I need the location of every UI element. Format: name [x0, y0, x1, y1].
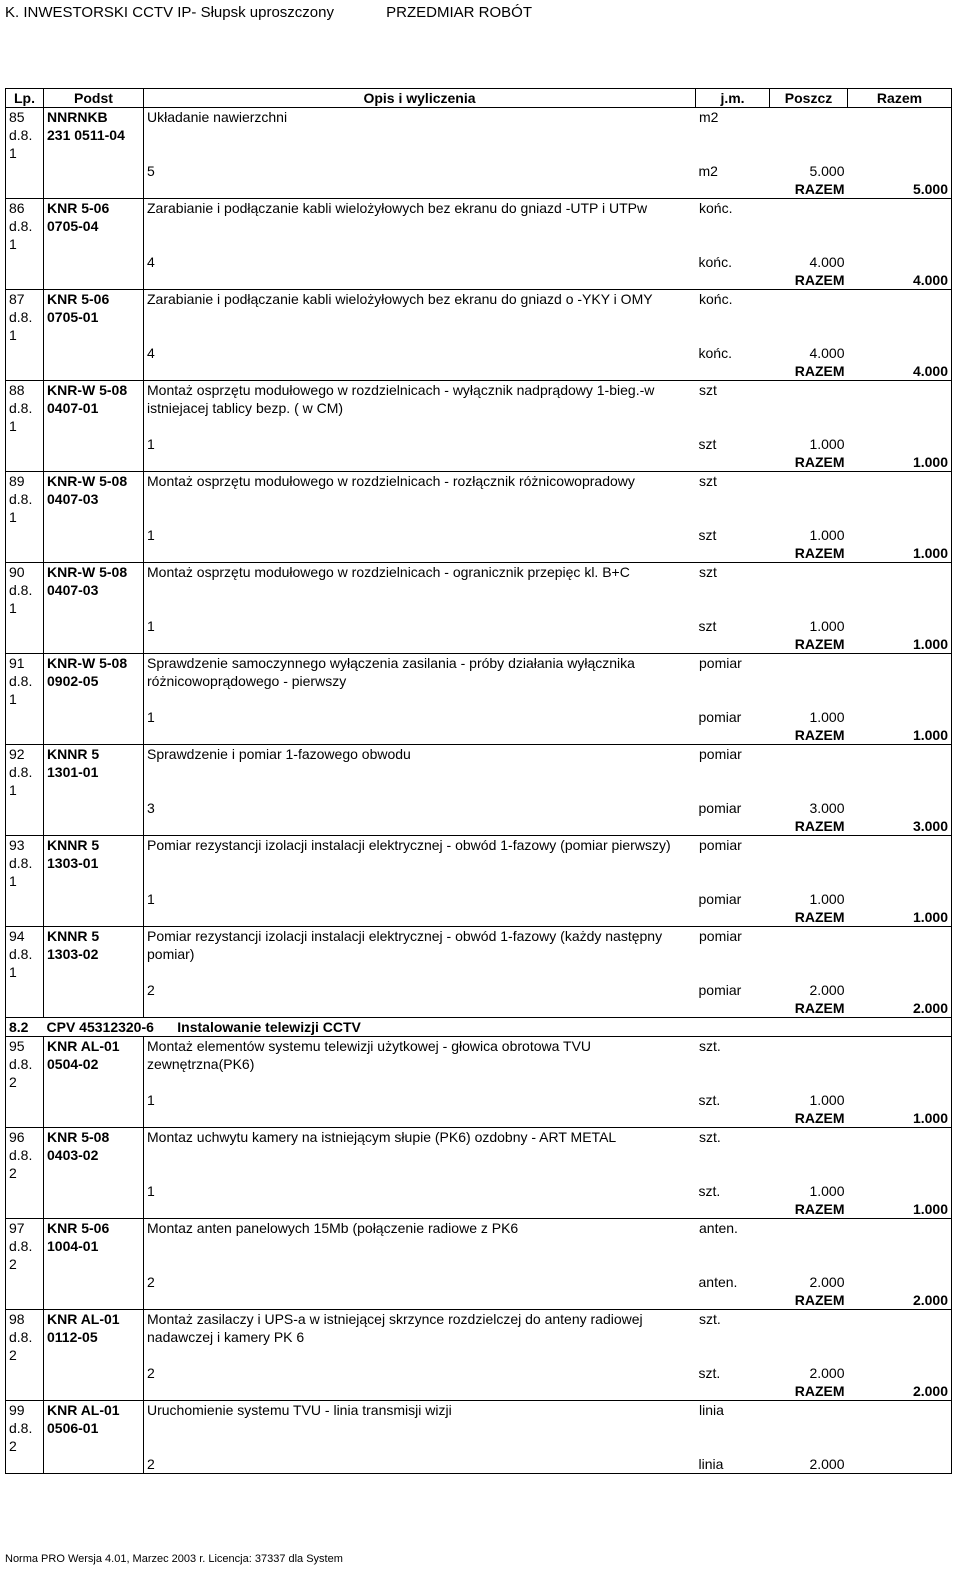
calc-quantity: 2: [144, 1455, 696, 1474]
item-description: Montaż zasilaczy i UPS-a w istniejącej skrzynce rozdzielczej do anteny radiowej nadawczej i kamery PK 6 szt.: [144, 1310, 770, 1365]
calc-poszcz: 5.000: [809, 163, 845, 179]
calc-unit: końc.: [698, 254, 732, 270]
item-description: Montaz uchwytu kamery na istniejącym słupie (PK6) ozdobny - ART METAL szt.: [144, 1128, 770, 1183]
item-unit: szt: [699, 473, 717, 489]
calc-quantity: 2: [144, 1364, 696, 1382]
calc-row: [6, 344, 952, 362]
calc-quantity: 4: [144, 344, 696, 362]
sum-row: [6, 726, 952, 745]
item-base: KNR-W 5-08 0902-05: [44, 654, 144, 709]
item-lp: 86 d.8. 1: [6, 199, 44, 254]
item-unit: pomiar: [699, 746, 742, 762]
sum-value: 1.000: [848, 1200, 952, 1219]
calc-quantity: 5: [144, 162, 696, 180]
calc-unit: szt.: [698, 1365, 721, 1381]
section-number: 8.2: [6, 1018, 44, 1037]
calc-poszcz: 2.000: [809, 982, 845, 998]
item-description: Uruchomienie systemu TVU - linia transmisji wizji linia: [144, 1401, 770, 1456]
sum-row: [6, 1200, 952, 1219]
sum-value: 4.000: [848, 271, 952, 290]
sum-label: RAZEM: [794, 1201, 845, 1217]
sum-row: [6, 544, 952, 563]
sum-label: RAZEM: [794, 545, 845, 561]
item-lp: 91 d.8. 1: [6, 654, 44, 709]
item-lp: 97 d.8. 2: [6, 1219, 44, 1274]
sum-value: 4.000: [848, 362, 952, 381]
table-row: [6, 199, 952, 254]
sum-label: RAZEM: [794, 272, 845, 288]
item-unit: m2: [699, 109, 719, 125]
item-description: Montaż elementów systemu telewizji użytkowej - głowica obrotowa TVU zewnętrzna(PK6) szt.: [144, 1037, 770, 1092]
calc-poszcz: 1.000: [809, 891, 845, 907]
item-lp: 88 d.8. 1: [6, 381, 44, 436]
item-description: Sprawdzenie i pomiar 1-fazowego obwodu pomiar: [144, 745, 770, 800]
calc-row: [6, 1091, 952, 1109]
header-title: K. INWESTORSKI CCTV IP- Słupsk uproszczony: [5, 4, 334, 21]
calc-quantity: 1: [144, 526, 696, 544]
calc-poszcz: 4.000: [809, 345, 845, 361]
sum-label: RAZEM: [794, 1383, 845, 1399]
calc-poszcz: 1.000: [809, 1092, 845, 1108]
sum-value: 1.000: [848, 453, 952, 472]
calc-unit: szt: [698, 436, 717, 452]
item-unit: szt.: [699, 1129, 721, 1145]
item-base: KNR 5-08 0403-02: [44, 1128, 144, 1183]
calc-row: [6, 1455, 952, 1474]
sum-label: RAZEM: [794, 1110, 845, 1126]
item-base: KNR 5-06 1004-01: [44, 1219, 144, 1274]
table-row: [6, 1310, 952, 1365]
item-base: KNR-W 5-08 0407-03: [44, 563, 144, 618]
footer-license: Norma PRO Wersja 4.01, Marzec 2003 r. Licencja: 37337 dla System: [5, 1553, 343, 1565]
sum-row: [6, 635, 952, 654]
calc-row: [6, 162, 952, 180]
item-base: KNR-W 5-08 0407-01: [44, 381, 144, 436]
page-header: [5, 4, 580, 21]
item-lp: 87 d.8. 1: [6, 290, 44, 345]
sum-row: [6, 180, 952, 199]
sum-value: 3.000: [848, 817, 952, 836]
calc-poszcz: 1.000: [809, 618, 845, 634]
item-base: KNR-W 5-08 0407-03: [44, 472, 144, 527]
item-unit: końc.: [699, 291, 733, 307]
calc-quantity: 1: [144, 890, 696, 908]
calc-row: [6, 1182, 952, 1200]
table-row: [6, 472, 952, 527]
col-jm: j.m.: [696, 89, 770, 108]
calc-poszcz: 2.000: [809, 1365, 845, 1381]
calc-row: [6, 981, 952, 999]
calc-row: [6, 435, 952, 453]
sum-value: 5.000: [848, 180, 952, 199]
section-heading: [44, 1018, 696, 1037]
table-row: [6, 1401, 952, 1456]
item-base: NNRNKB 231 0511-04: [44, 108, 144, 163]
calc-quantity: 1: [144, 1182, 696, 1200]
calc-poszcz: 1.000: [809, 1183, 845, 1199]
item-base: KNNR 5 1303-01: [44, 836, 144, 891]
calc-unit: pomiar: [698, 891, 742, 907]
calc-unit: szt: [698, 527, 717, 543]
calc-poszcz: 1.000: [809, 436, 845, 452]
calc-quantity: 1: [144, 435, 696, 453]
item-description: Montaż osprzętu modułowego w rozdzielnicach - wyłącznik nadprądowy 1-bieg.-w istniejacej tablicy bezp. ( w CM) szt: [144, 381, 770, 436]
sum-value: 1.000: [848, 544, 952, 563]
table-row: [6, 108, 952, 163]
col-opis: Opis i wyliczenia: [144, 89, 696, 108]
calc-quantity: 4: [144, 253, 696, 271]
col-lp: Lp.: [6, 89, 44, 108]
calc-poszcz: 3.000: [809, 800, 845, 816]
item-lp: 98 d.8. 2: [6, 1310, 44, 1365]
item-unit: końc.: [699, 200, 733, 216]
table-row: [6, 381, 952, 436]
item-lp: 99 d.8. 2: [6, 1401, 44, 1456]
sum-value: 1.000: [848, 1109, 952, 1128]
calc-row: [6, 1364, 952, 1382]
sum-row: [6, 362, 952, 381]
item-unit: szt: [699, 382, 717, 398]
calc-unit: pomiar: [698, 982, 742, 998]
section-row: [6, 1018, 952, 1037]
sum-label: RAZEM: [794, 636, 845, 652]
sum-row: [6, 817, 952, 836]
col-poszcz: Poszcz: [770, 89, 848, 108]
sum-row: [6, 908, 952, 927]
item-unit: pomiar: [699, 837, 742, 853]
item-lp: 90 d.8. 1: [6, 563, 44, 618]
sum-value: 1.000: [848, 908, 952, 927]
table-row: [6, 290, 952, 345]
table-row: [6, 563, 952, 618]
table-header-row: [6, 89, 952, 108]
calc-unit: linia: [696, 1455, 770, 1474]
sum-label: RAZEM: [794, 1292, 845, 1308]
item-lp: 89 d.8. 1: [6, 472, 44, 527]
item-description: Pomiar rezystancji izolacji instalacji elektrycznej - obwód 1-fazowy (każdy następny pomiar) pomiar: [144, 927, 770, 982]
calc-unit: pomiar: [698, 709, 742, 725]
sum-label: RAZEM: [794, 818, 845, 834]
sum-label: RAZEM: [794, 181, 845, 197]
item-base: KNR 5-06 0705-04: [44, 199, 144, 254]
sum-label: RAZEM: [794, 909, 845, 925]
table-row: [6, 927, 952, 982]
sum-row: [6, 453, 952, 472]
item-lp: 96 d.8. 2: [6, 1128, 44, 1183]
sum-label: RAZEM: [794, 727, 845, 743]
item-description: Pomiar rezystancji izolacji instalacji elektrycznej - obwód 1-fazowy (pomiar pierwszy) pomiar: [144, 836, 770, 891]
item-lp: 95 d.8. 2: [6, 1037, 44, 1092]
sum-row: [6, 1291, 952, 1310]
item-lp: 92 d.8. 1: [6, 745, 44, 800]
item-base: KNR AL-01 0506-01: [44, 1401, 144, 1456]
item-description: Montaz anten panelowych 15Mb (połączenie radiowe z PK6 anten.: [144, 1219, 770, 1274]
sum-label: RAZEM: [794, 1000, 845, 1016]
sum-row: [6, 1382, 952, 1401]
section-code: CPV 45312320-6: [46, 1019, 154, 1035]
item-description: Montaż osprzętu modułowego w rozdzielnicach - rozłącznik różnicowopradowy szt: [144, 472, 770, 527]
table-row: [6, 1128, 952, 1183]
item-base: KNR AL-01 0112-05: [44, 1310, 144, 1365]
item-base: KNNR 5 1301-01: [44, 745, 144, 800]
calc-unit: pomiar: [698, 800, 742, 816]
sum-label: RAZEM: [794, 363, 845, 379]
item-unit: szt: [699, 564, 717, 580]
item-unit: pomiar: [699, 655, 742, 671]
sum-row: [6, 1109, 952, 1128]
calc-unit: szt.: [698, 1183, 721, 1199]
calc-quantity: 1: [144, 708, 696, 726]
col-podst: Podst: [44, 89, 144, 108]
item-unit: szt.: [699, 1311, 721, 1327]
item-lp: 94 d.8. 1: [6, 927, 44, 982]
sum-value: 2.000: [848, 1291, 952, 1310]
calc-row: [6, 708, 952, 726]
calc-unit: końc.: [698, 345, 732, 361]
calc-unit: szt: [698, 618, 717, 634]
calc-quantity: 2: [144, 981, 696, 999]
item-unit: linia: [699, 1402, 724, 1418]
sum-value: 1.000: [848, 726, 952, 745]
calc-quantity: 1: [144, 617, 696, 635]
cost-estimate-table: [5, 88, 952, 1474]
header-doc-type: PRZEDMIAR ROBÓT: [386, 4, 532, 21]
calc-poszcz: 2.000: [809, 1274, 845, 1290]
calc-row: [6, 890, 952, 908]
item-description: Zarabianie i podłączanie kabli wielożyłowych bez ekranu do gniazd -UTP i UTPw końc.: [144, 199, 770, 254]
calc-row: [6, 253, 952, 271]
calc-quantity: 1: [144, 1091, 696, 1109]
item-unit: szt.: [699, 1038, 721, 1054]
col-razem: Razem: [848, 89, 952, 108]
calc-row: [6, 617, 952, 635]
item-description: Układanie nawierzchni m2: [144, 108, 770, 163]
item-unit: pomiar: [699, 928, 742, 944]
sum-row: [6, 271, 952, 290]
calc-row: [6, 1273, 952, 1291]
table-row: [6, 1037, 952, 1092]
calc-row: [6, 799, 952, 817]
item-description: Zarabianie i podłączanie kabli wielożyłowych bez ekranu do gniazd o -YKY i OMY końc.: [144, 290, 770, 345]
item-lp: 85 d.8. 1: [6, 108, 44, 163]
section-title: Instalowanie telewizji CCTV: [177, 1019, 361, 1035]
calc-unit: szt.: [698, 1092, 721, 1108]
calc-poszcz: 1.000: [809, 527, 845, 543]
item-lp: 93 d.8. 1: [6, 836, 44, 891]
calc-quantity: 2: [144, 1273, 696, 1291]
table-row: [6, 745, 952, 800]
calc-poszcz: 1.000: [809, 709, 845, 725]
item-unit: anten.: [699, 1220, 738, 1236]
table-row: [6, 654, 952, 709]
sum-label: RAZEM: [794, 454, 845, 470]
item-base: KNR AL-01 0504-02: [44, 1037, 144, 1092]
calc-poszcz: 2.000: [770, 1455, 848, 1474]
calc-unit: anten.: [698, 1274, 738, 1290]
sum-row: [6, 999, 952, 1018]
calc-unit: m2: [698, 163, 718, 179]
sum-value: 1.000: [848, 635, 952, 654]
item-base: KNR 5-06 0705-01: [44, 290, 144, 345]
table-row: [6, 836, 952, 891]
calc-poszcz: 4.000: [809, 254, 845, 270]
calc-quantity: 3: [144, 799, 696, 817]
item-description: Montaż osprzętu modułowego w rozdzielnicach - ogranicznik przepięc kl. B+C szt: [144, 563, 770, 618]
sum-value: 2.000: [848, 1382, 952, 1401]
table-row: [6, 1219, 952, 1274]
item-description: Sprawdzenie samoczynnego wyłączenia zasilania - próby działania wyłącznika różnicowoprądowego - pierwszy pomiar: [144, 654, 770, 709]
calc-row: [6, 526, 952, 544]
item-base: KNNR 5 1303-02: [44, 927, 144, 982]
sum-value: 2.000: [848, 999, 952, 1018]
